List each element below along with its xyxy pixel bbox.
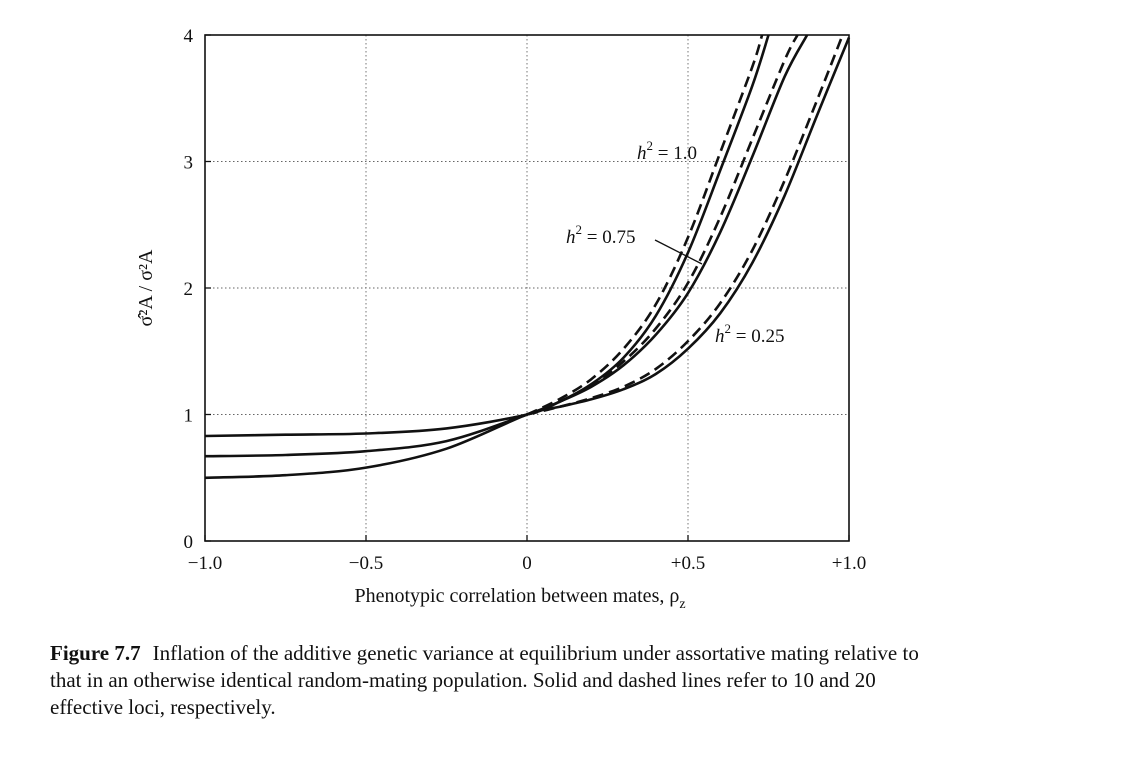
y-tick-label: 4 — [183, 26, 193, 47]
annotation-var: h — [715, 326, 725, 347]
caption-body: Inflation of the additive genetic variance at equilibrium under assortative mating relative to that in an otherwise identical random-mating population. Solid and dashed lines refer to 10 and 20 effective loci, respectively. — [50, 641, 919, 719]
y-tick-label: 2 — [183, 279, 193, 300]
y-tick-label: 1 — [183, 405, 193, 427]
annotation-sup: 2 — [575, 222, 582, 237]
annotation-var: h — [637, 143, 647, 164]
annotation-h2-0.25 — [715, 321, 784, 347]
x-axis-title-sub: z — [679, 597, 686, 612]
annotation-h2-1.0 — [637, 138, 697, 164]
svg-text:h2 = 0.75 — [566, 222, 635, 248]
annotation-text: = 0.25 — [731, 326, 785, 347]
series-line-dashed — [527, 35, 762, 415]
x-axis-title — [354, 585, 685, 612]
y-tick-label: 3 — [183, 152, 193, 174]
x-tick-label: +0.5 — [670, 553, 706, 574]
series-line-dashed — [527, 35, 798, 415]
annotation-var: h — [566, 227, 576, 248]
series-line-dashed — [527, 35, 843, 415]
x-tick-label: −1.0 — [187, 553, 223, 574]
annotation-h2-0.75 — [566, 222, 702, 264]
series-line-solid — [205, 35, 807, 456]
annotation-sup: 2 — [646, 138, 653, 153]
x-axis-title-text: Phenotypic correlation between mates, ρ — [354, 585, 680, 607]
y-tick-label: 0 — [183, 532, 193, 553]
x-tick-label: +1.0 — [831, 553, 867, 574]
annotation-text: = 0.75 — [582, 227, 636, 248]
figure-caption — [50, 640, 950, 721]
caption-lead: Figure 7.7 — [50, 641, 141, 665]
x-tick-label: −0.5 — [348, 553, 384, 574]
svg-text:h2 = 0.25 — [715, 321, 784, 347]
annotation-text: = 1.0 — [653, 143, 697, 164]
tick-layer — [184, 26, 867, 574]
grid-layer — [205, 35, 849, 541]
annotation-sup: 2 — [724, 321, 731, 336]
y-axis-title: σ̂²A / σ²A — [135, 249, 157, 327]
x-tick-label: 0 — [522, 553, 532, 574]
series-line-solid — [205, 35, 769, 436]
svg-text:h2 = 1.0 — [637, 138, 697, 164]
